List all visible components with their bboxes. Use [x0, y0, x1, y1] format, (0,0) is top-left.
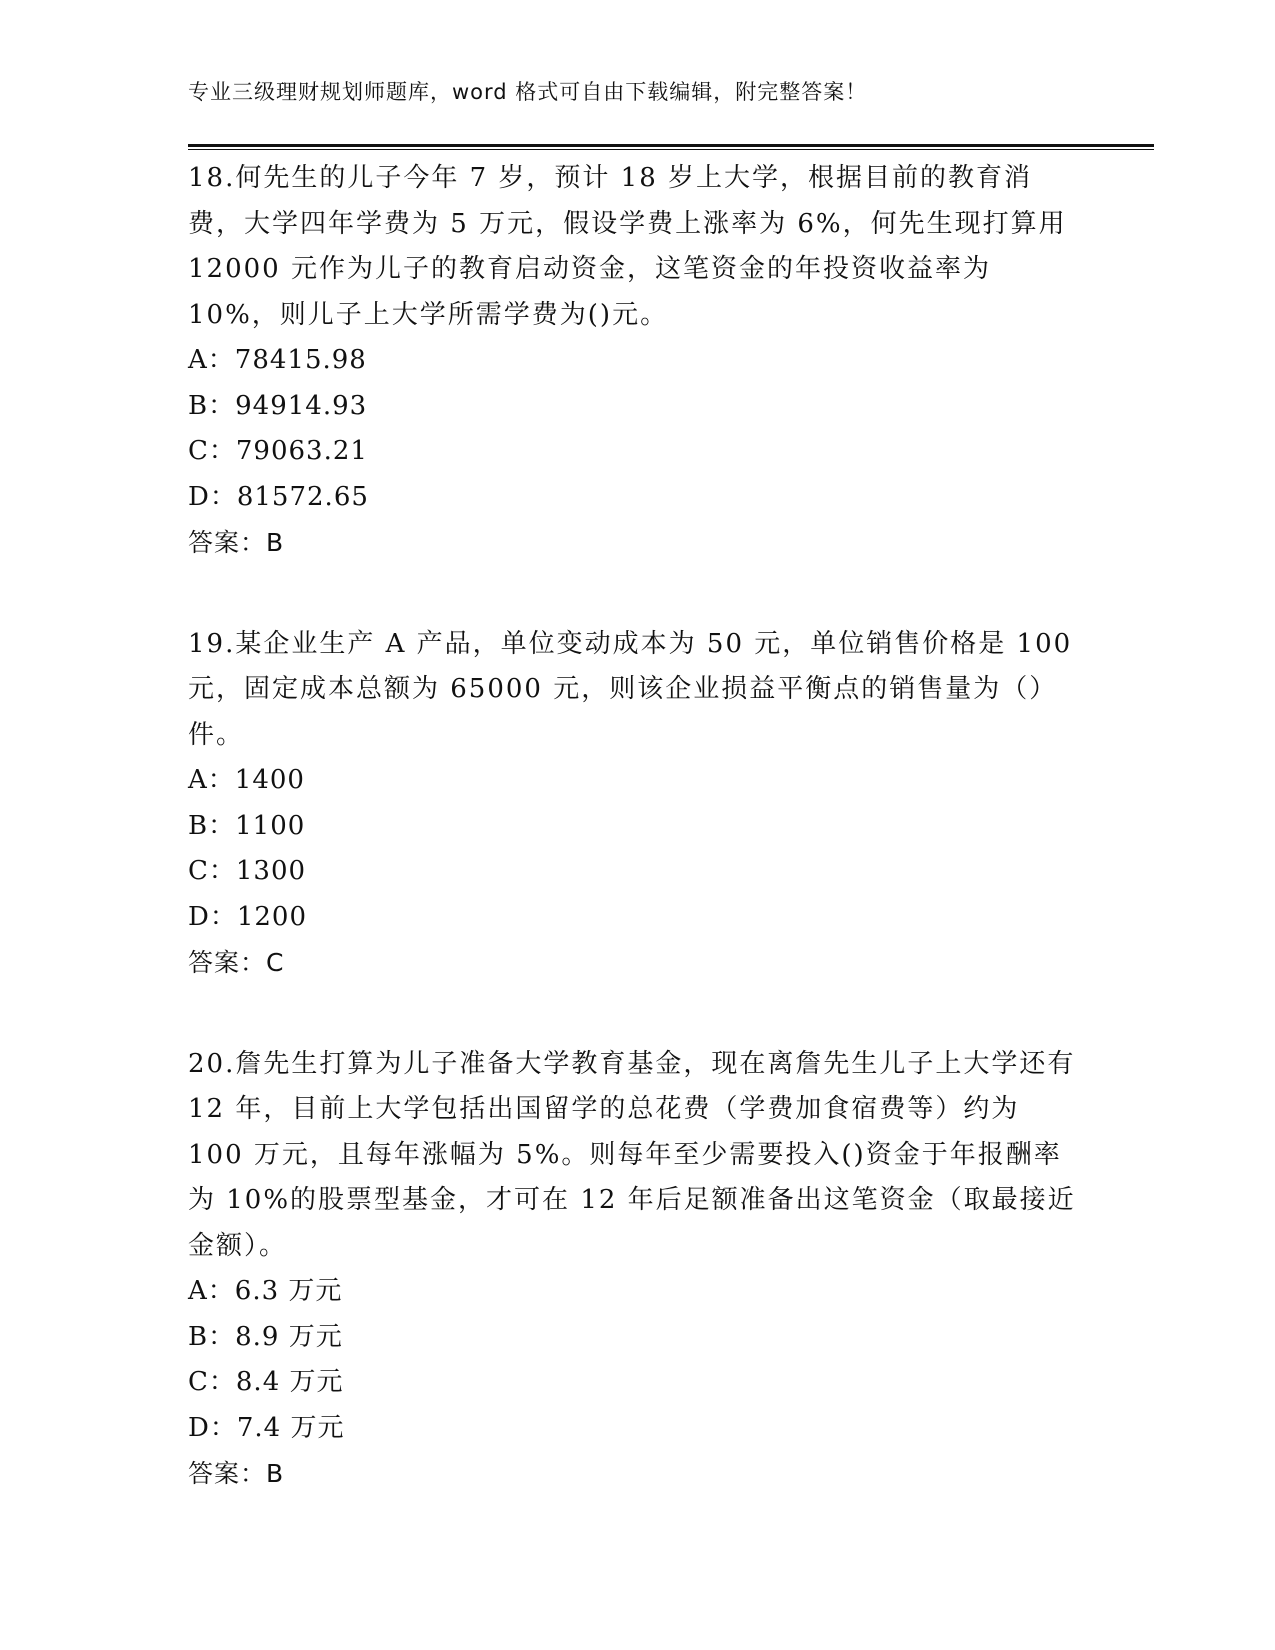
option-b: B：8.9 万元	[188, 1321, 343, 1352]
question-19	[188, 622, 1078, 986]
answer-line: 答案：C	[188, 948, 285, 977]
option-a: A：1400	[188, 765, 305, 795]
header-divider	[188, 144, 1154, 150]
question-list	[188, 156, 1078, 1553]
option-a: A：78415.98	[188, 345, 367, 375]
question-18	[188, 156, 1078, 566]
option-d: D：7.4 万元	[188, 1412, 345, 1443]
question-stem: 20.詹先生打算为儿子准备大学教育基金，现在离詹先生儿子上大学还有 12 年，目前上大学包括出国留学的总花费（学费加食宿费等）约为 100 万元，且每年涨幅为 5%。则每年至少需要投入()资金于年报酬率为 10%的股票型基金，才可在 12 年后足额准备出这笔资金（取最接近金额）。	[188, 1048, 1076, 1261]
option-a: A：6.3 万元	[188, 1276, 343, 1306]
answer-line: 答案：B	[188, 1459, 285, 1488]
question-20	[188, 1042, 1078, 1497]
page-header: 专业三级理财规划师题库，word 格式可自由下载编辑，附完整答案！	[188, 80, 868, 104]
option-c: C：79063.21	[188, 436, 368, 466]
option-c: C：1300	[188, 856, 307, 886]
option-b: B：94914.93	[188, 390, 368, 421]
answer-line: 答案：B	[188, 528, 285, 557]
option-d: D：1200	[188, 901, 308, 932]
option-b: B：1100	[188, 810, 306, 841]
option-c: C：8.4 万元	[188, 1367, 344, 1397]
option-d: D：81572.65	[188, 481, 369, 512]
question-stem: 18.何先生的儿子今年 7 岁，预计 18 岁上大学，根据目前的教育消费，大学四年学费为 5 万元，假设学费上涨率为 6%，何先生现打算用 12000 元作为儿子的教育启动资金，这笔资金的年投资收益率为 10%，则儿子上大学所需学费为()元。	[188, 163, 1067, 330]
question-stem: 19.某企业生产 A 产品，单位变动成本为 50 元，单位销售价格是 100 元，固定成本总额为 65000 元，则该企业损益平衡点的销售量为（）件。	[188, 628, 1073, 750]
